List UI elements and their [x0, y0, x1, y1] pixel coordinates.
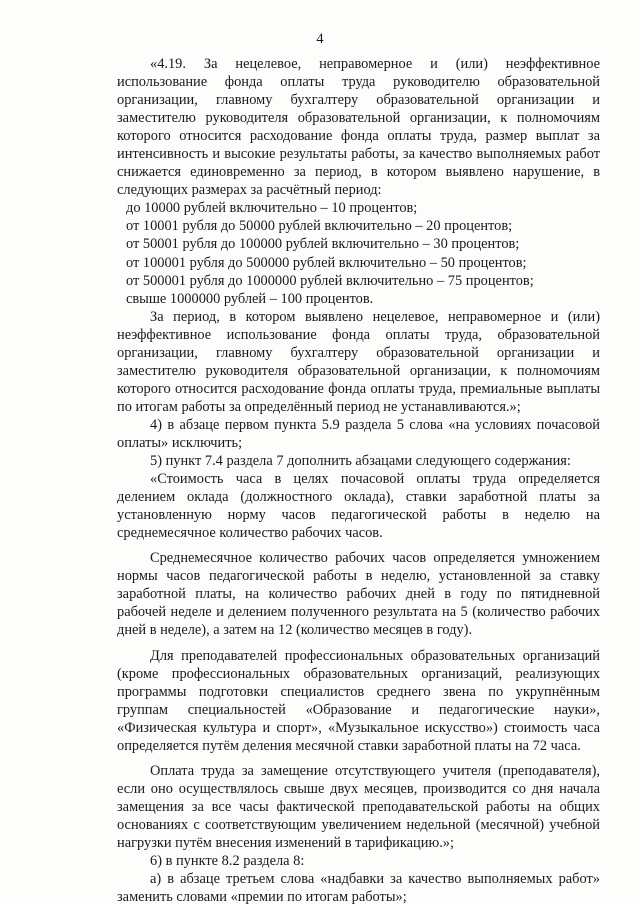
paragraph-substitution: Оплата труда за замещение отсутствующего учителя (преподавателя), если оно осуществлялось свыше двух месяцев, производится со дня начала замещения за все часы фактической преподавательской работы на общих основаниях с соответствующим увеличением недельной (месячной) учебной нагрузки путём внесения изменений в тарификацию.»;: [117, 762, 600, 851]
paragraph-gap: [117, 542, 600, 549]
list-item-500000: от 100001 рубля до 500000 рублей включительно – 50 процентов;: [126, 254, 527, 271]
list-item-over-1000000: свыше 1000000 рублей – 100 процентов.: [126, 290, 374, 307]
paragraph-monthly-hours: Среднемесячное количество рабочих часов определяется умножением нормы часов педагогической работы в неделю, установленной за ставку заработной платы, на количество рабочих дней в году по пятидневной рабочей неделе и делением полученного результата на 5 (количество рабочих дней в неделе), а затем на 12 (количество месяцев в году).: [117, 550, 600, 639]
paragraph-gap: [117, 640, 600, 647]
paragraph-bonus-period: За период, в котором выявлено нецелевое, неправомерное и (или) неэффективное использование фонда оплаты труда, образовательной организации, главному бухгалтеру образовательной организации и заместителю руководителя образовательной организации, к полномочиям которого относится расходование фонда оплаты труда, премиальные выплаты по итогам работы за определённый период не устанавливаются.»;: [117, 308, 600, 415]
paragraph-item-4: 4) в абзаце первом пункта 5.9 раздела 5 слова «на условиях почасовой оплаты» исключить;: [117, 416, 600, 451]
list-item-10000: до 10000 рублей включительно – 10 процентов;: [126, 200, 418, 217]
paragraph-item-6: 6) в пункте 8.2 раздела 8:: [150, 853, 305, 870]
list-item-100000: от 50001 рубля до 100000 рублей включительно – 30 процентов;: [126, 236, 520, 253]
paragraph-item-5: 5) пункт 7.4 раздела 7 дополнить абзацами следующего содержания:: [150, 453, 571, 470]
paragraph-teachers: Для преподавателей профессиональных образовательных организаций (кроме профессиональных образовательных организаций, реализующих программы подготовки специалистов среднего звена по укрупнённым группам специальностей «Образование и педагогические науки», «Физическая культура и спорт», «Музыкальное искусство») стоимость часа определяется путём деления месячной ставки заработной платы на 72 часа.: [117, 647, 600, 754]
page-number: 4: [316, 31, 324, 47]
paragraph-hour-cost: «Стоимость часа в целях почасовой оплаты труда определяется делением оклада (должностного оклада), ставки заработной платы за установленную норму часов педагогической работы в неделю на среднемесячное количество рабочих часов.: [117, 471, 600, 542]
paragraph-gap: [117, 755, 600, 762]
paragraph-item-6a: а) в абзаце третьем слова «надбавки за качество выполняемых работ» заменить словами «премии по итогам работы»;: [117, 871, 600, 906]
list-item-1000000: от 500001 рубля до 1000000 рублей включительно – 75 процентов;: [126, 272, 534, 289]
list-item-50000: от 10001 рубля до 50000 рублей включительно – 20 процентов;: [126, 218, 513, 235]
document-body: [117, 55, 600, 906]
paragraph-4-19: «4.19. За нецелевое, неправомерное и (или) неэффективное использование фонда оплаты труда руководителю образовательной организации, главному бухгалтеру образовательной организации и заместителю руководителя образовательной организации, к полномочиям которого относится расходование фонда оплаты труда, размер выплат за интенсивность и высокие результаты работы, за качество выполняемых работ снижается единовременно за период, в котором выявлено нарушение, в следующих размерах за расчётный период:: [117, 56, 600, 199]
